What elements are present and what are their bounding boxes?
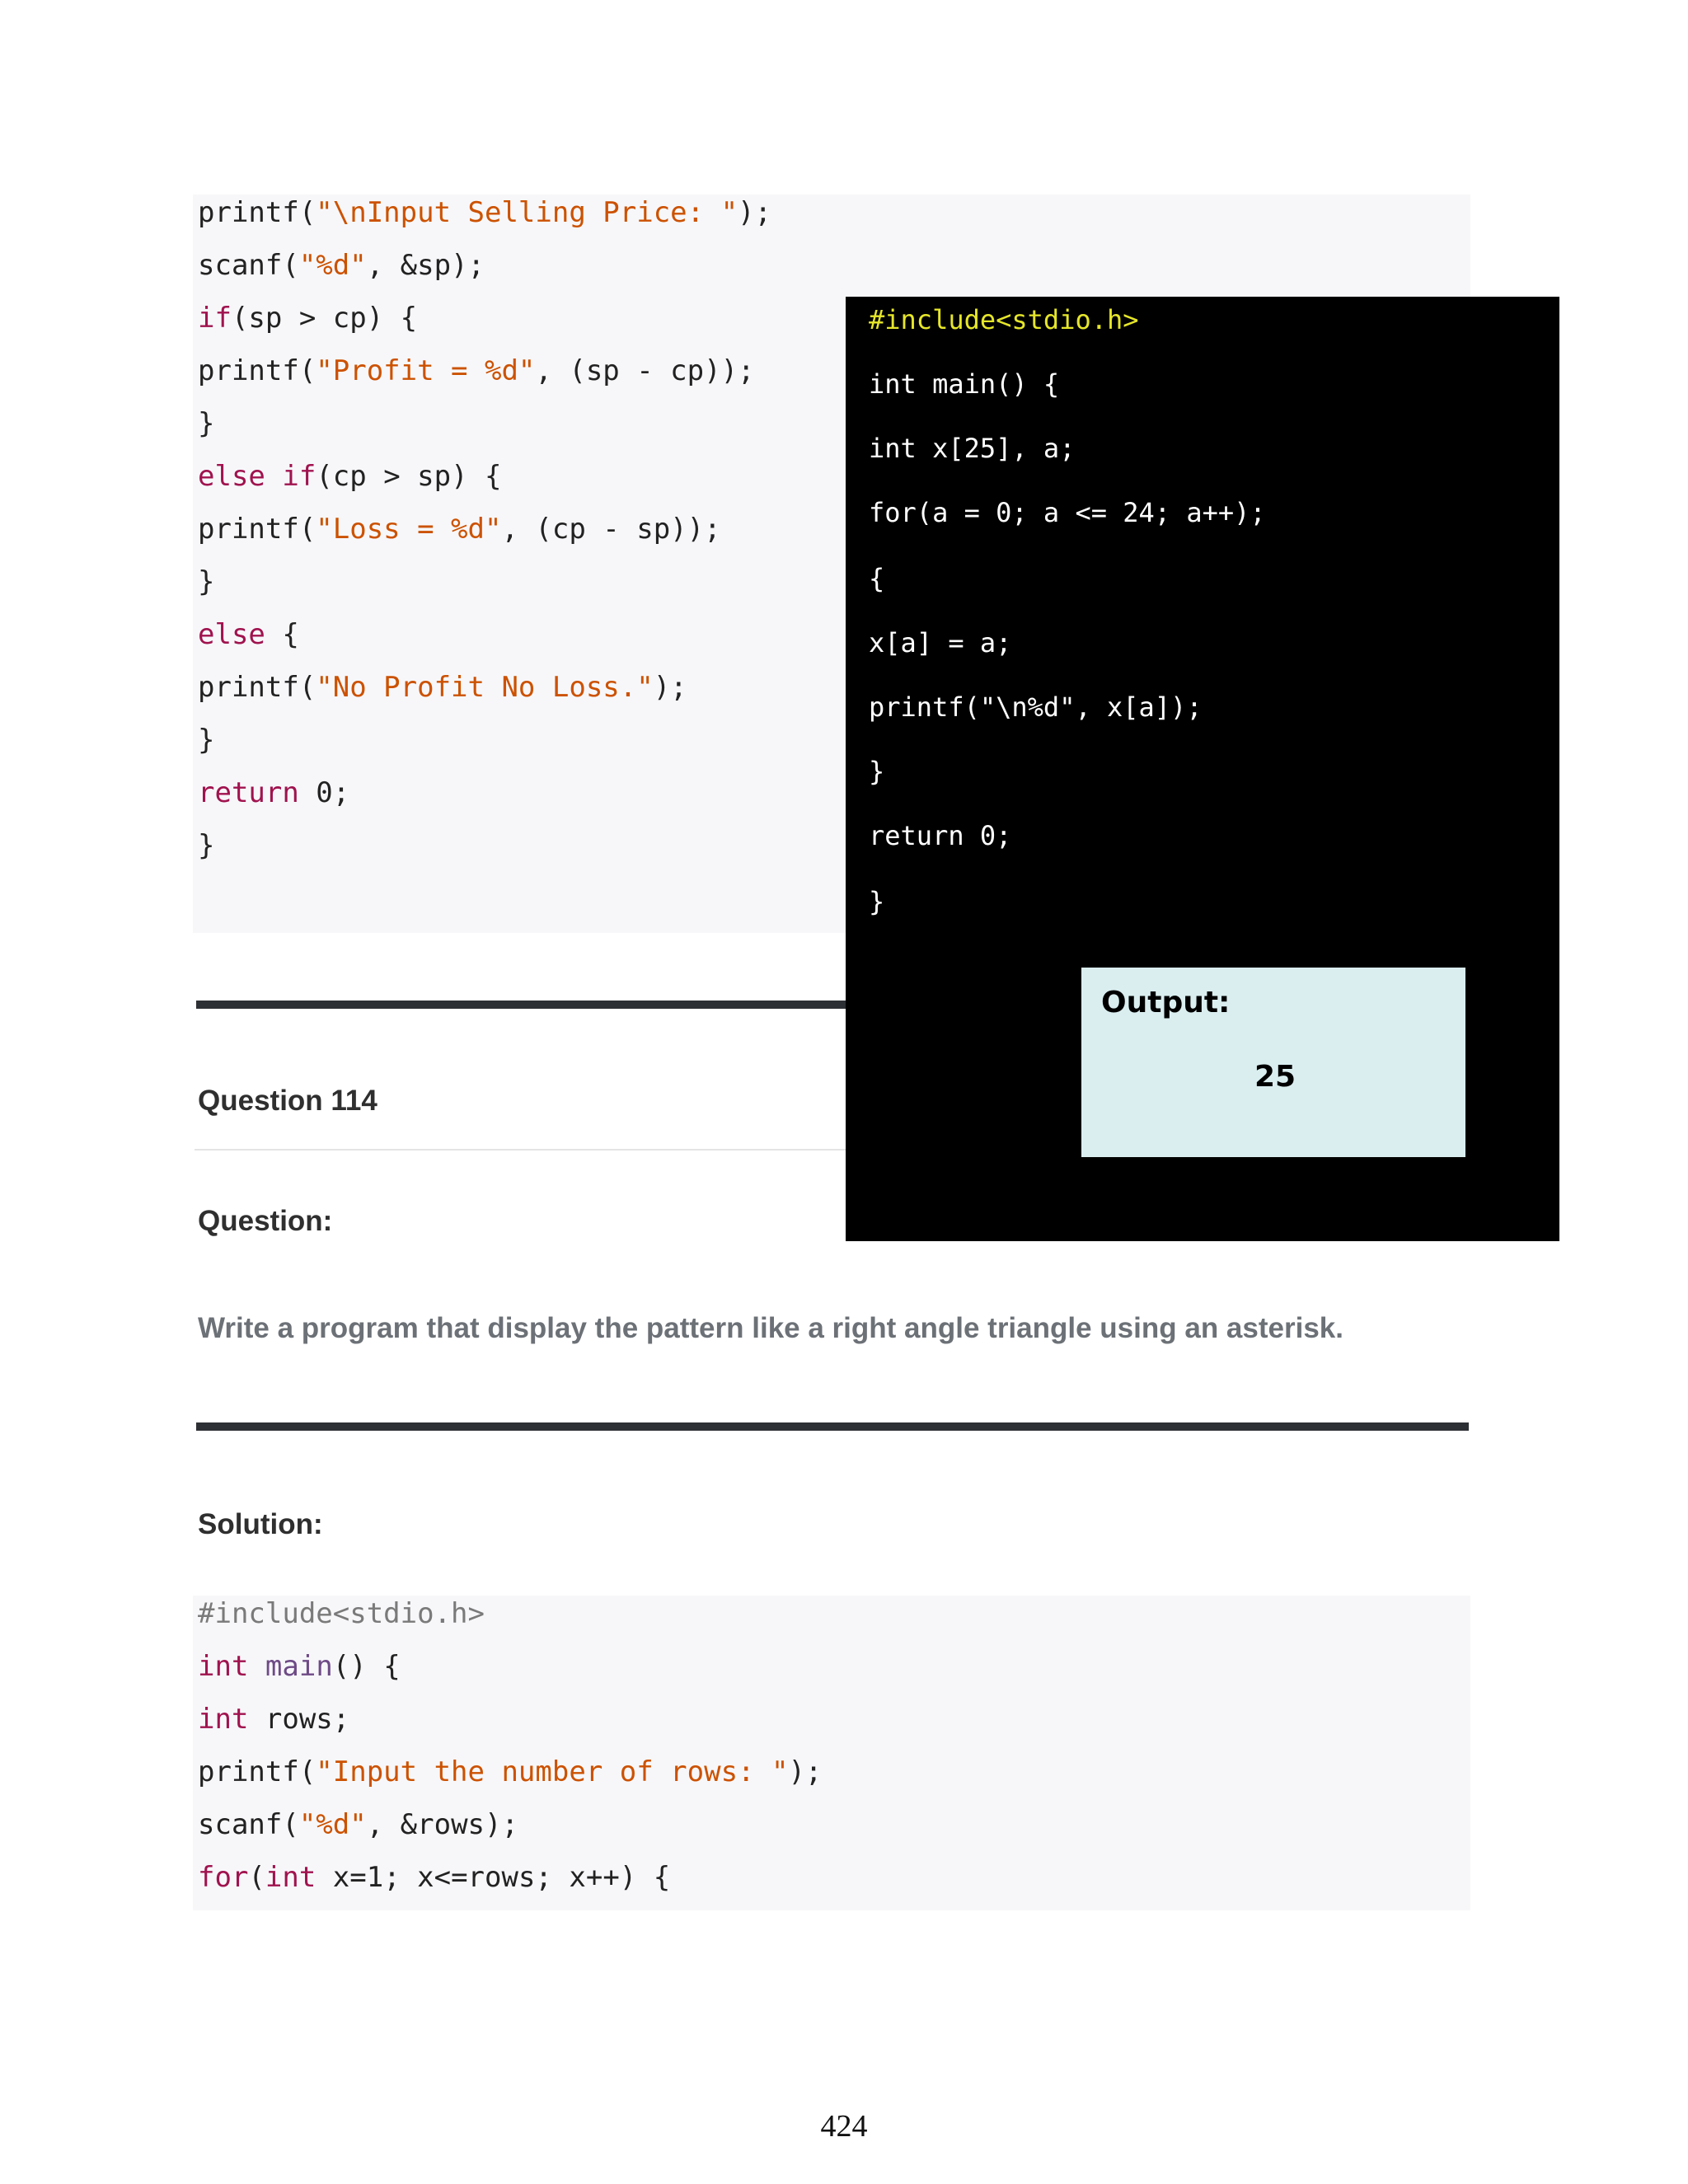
overlay-code-line: printf("\n%d", x[a]); [869,691,1203,723]
overlay-code-panel [846,297,1559,1241]
output-label: Output: [1101,986,1231,1019]
overlay-code-line: for(a = 0; a <= 24; a++); [869,497,1266,528]
overlay-code-line: } [869,886,885,917]
code-line: printf("Input the number of rows: "); [198,1755,823,1788]
code-line: scanf("%d", &rows); [198,1808,518,1841]
page-number: 424 [820,2109,868,2144]
section-divider [196,1422,1469,1431]
overlay-code-line: x[a] = a; [869,627,1012,658]
code-line: } [198,724,215,757]
code-line: for(int x=1; x<=rows; x++) { [198,1861,671,1894]
code-line: printf("\nInput Selling Price: "); [198,196,771,229]
code-line: } [198,565,215,598]
code-line: } [198,407,215,440]
overlay-code-line: #include<stdio.h> [869,304,1139,335]
overlay-code-line: } [869,756,885,787]
overlay-code-line: { [869,563,885,594]
output-box [1081,968,1465,1157]
code-line: if(sp > cp) { [198,302,418,335]
solution-label: Solution: [198,1508,323,1540]
output-value: 25 [1254,1060,1296,1094]
code-line: printf("Profit = %d", (sp - cp)); [198,354,755,387]
overlay-code-line: int x[25], a; [869,433,1076,464]
code-line: int rows; [198,1703,350,1736]
code-line: else if(cp > sp) { [198,460,502,493]
code-line: else { [198,618,299,651]
code-line: printf("No Profit No Loss."); [198,671,687,704]
question-label: Question: [198,1205,333,1237]
overlay-code-line: int main() { [869,368,1060,400]
code-line: } [198,829,215,862]
question-heading: Question 114 [198,1085,377,1117]
code-line: #include<stdio.h> [198,1597,485,1630]
overlay-code-line: return 0; [869,820,1012,851]
code-line: scanf("%d", &sp); [198,249,485,282]
solution-code-block [193,1596,1470,1910]
code-line: return 0; [198,776,350,809]
code-line: int main() { [198,1650,401,1683]
code-line: printf("Loss = %d", (cp - sp)); [198,513,721,546]
question-text: Write a program that display the pattern like a right angle triangle using an asterisk. [198,1312,1343,1344]
